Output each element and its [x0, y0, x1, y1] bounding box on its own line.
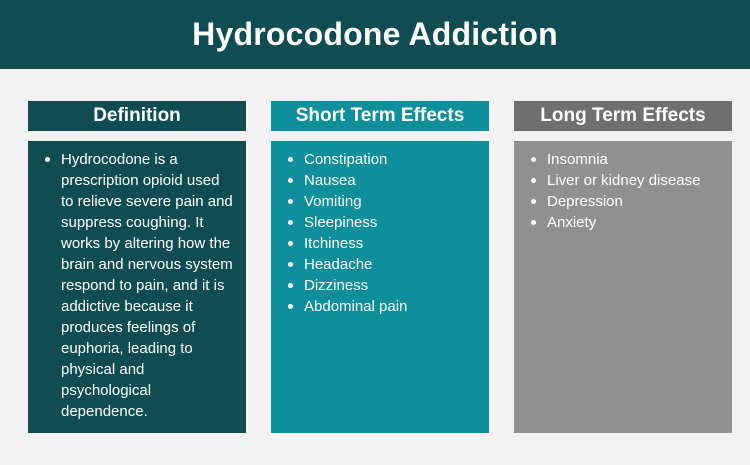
definition-body — [28, 141, 246, 433]
list-item: Sleepiness — [286, 212, 477, 233]
long-term-column — [514, 101, 732, 433]
list-item: Insomnia — [529, 149, 720, 170]
short-term-list — [286, 149, 477, 317]
short-term-column — [271, 101, 489, 433]
list-item: Depression — [529, 191, 720, 212]
definition-list — [43, 149, 234, 422]
short-term-header: Short Term Effects — [271, 101, 489, 131]
long-term-list — [529, 149, 720, 233]
list-item: Itchiness — [286, 233, 477, 254]
long-term-body — [514, 141, 732, 433]
list-item: Constipation — [286, 149, 477, 170]
definition-header: Definition — [28, 101, 246, 131]
long-term-header: Long Term Effects — [514, 101, 732, 131]
list-item: Liver or kidney disease — [529, 170, 720, 191]
short-term-body — [271, 141, 489, 433]
list-item: Nausea — [286, 170, 477, 191]
definition-item: Hydrocodone is a prescription opioid used to relieve severe pain and suppress coughing. It works by altering how the brain and nervous system respond to pain, and it is addictive because it produces feelings of euphoria, leading to physical and psychological dependence. — [43, 149, 234, 422]
definition-column — [28, 101, 246, 433]
list-item: Anxiety — [529, 212, 720, 233]
list-item: Dizziness — [286, 275, 477, 296]
page-title: Hydrocodone Addiction — [192, 16, 558, 52]
list-item: Vomiting — [286, 191, 477, 212]
list-item: Abdominal pain — [286, 296, 477, 317]
list-item: Headache — [286, 254, 477, 275]
title-banner — [0, 0, 750, 69]
